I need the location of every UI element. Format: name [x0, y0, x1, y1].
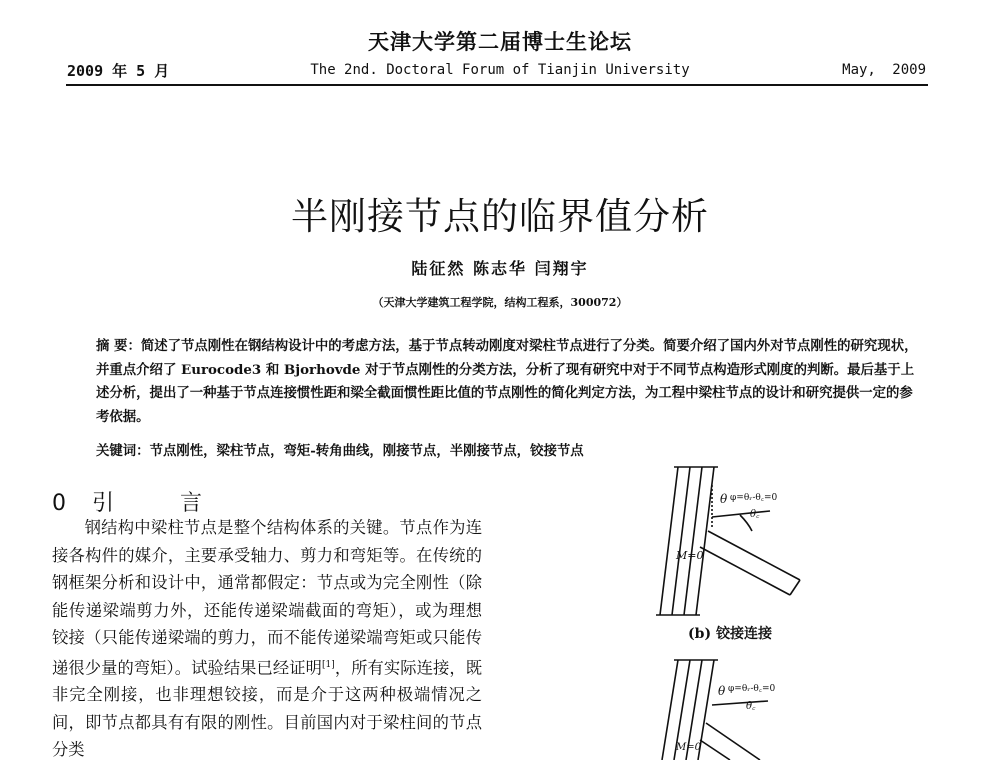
beam-edge-line	[700, 740, 730, 760]
moment-label: M=0	[676, 742, 701, 753]
intro-text-2: ，所有实际连接，既非完全刚接，也非理想铰接，而是介于这两种极端情况之间，即节点都具有有限的刚性。目前国内对于梁柱间的节点分类	[52, 657, 482, 760]
paper-title: 半刚接节点的临界值分析	[291, 195, 709, 238]
paper-affiliation: （天津大学建筑工程学院，结构工程系，300072）	[372, 296, 628, 309]
theta-c-label: θ꜀	[750, 509, 760, 520]
journal-title-en: The 2nd. Doctoral Forum of Tianjin University	[310, 62, 690, 78]
date-en: May, 2009	[842, 62, 926, 78]
beam-end-line	[790, 580, 800, 595]
journal-title-cn: 天津大学第二届博士生论坛	[368, 29, 632, 54]
abstract	[96, 335, 922, 429]
abstract-label: 摘 要：	[96, 338, 141, 354]
beam-edge-line	[700, 547, 790, 595]
theta-symbol: θ	[720, 492, 728, 506]
intro-paragraph	[52, 514, 482, 764]
figure-caption-b: (b) 铰接连接	[688, 626, 772, 642]
figure-b-pinned-connection	[656, 467, 800, 615]
theta-c-label: θ꜀	[746, 701, 756, 712]
moment-label: M=0	[676, 549, 704, 562]
header-rule	[66, 84, 928, 86]
paper-authors: 陆征然 陈志华 闫翔宇	[411, 259, 589, 278]
phi-label: φ=θᵣ-θ꜀=0	[728, 684, 776, 694]
section-title-part-2: 言	[180, 491, 203, 516]
rotation-line	[712, 701, 768, 705]
reference-marker: [1]	[322, 659, 335, 670]
abstract-text: 简述了节点刚性在钢结构设计中的考虑方法，基于节点转动刚度对梁柱节点进行了分类。简要介绍了国内外对节点刚性的研究现状，并重点介绍了 Eurocode3 和 Bjorhovde 对于节点刚性的分类方法，分析了现有研究中对于不同节点构造形式刚度的判断。最后基于上述分析，提出了一种基于节点连接惯性距和梁全截面惯性距比值的节点刚性的简化判定方法，为工程中梁柱节点的设计和研究提供一定的参考依据。	[96, 338, 918, 425]
keywords-text: 节点刚性，梁柱节点，弯矩-转角曲线，刚接节点，半刚接节点，铰接节点	[149, 443, 584, 459]
beam-edge-line	[706, 723, 760, 760]
phi-label: φ=θᵣ-θ꜀=0	[730, 493, 778, 503]
section-number: 0	[52, 491, 66, 516]
date-cn: 2009 年 5 月	[67, 62, 170, 80]
connection-figure	[640, 455, 820, 760]
theta-symbol: θ	[718, 684, 726, 698]
section-heading	[52, 486, 202, 517]
keywords-label: 关键词：	[96, 443, 150, 459]
intro-text-1: 钢结构中梁柱节点是整个结构体系的关键。节点作为连接各构件的媒介，主要承受轴力、剪力和弯矩等。在传统的钢框架分析和设计中，通常都假定：节点或为完全刚性（除能传递梁端剪力外，还能传递梁端截面的弯矩），或为理想铰接（只能传递梁端的剪力，而不能传递梁端弯矩或只能传递很少量的弯矩）。试验结果已经证明	[52, 518, 482, 677]
section-title-part-1: 引	[92, 491, 115, 516]
beam-edge-line	[708, 531, 800, 580]
